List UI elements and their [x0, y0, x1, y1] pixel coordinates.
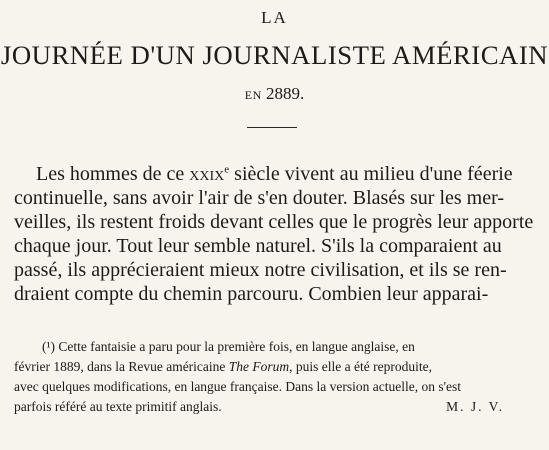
body-line: passé, ils apprécieraient mieux notre civilisation, et ils se ren-	[14, 259, 507, 281]
footnote-text: , puis elle a été reproduite,	[289, 359, 432, 374]
body-line: veilles, ils restent froids devant celles que le progrès leur apporte	[14, 211, 534, 233]
chapter-subtitle	[0, 84, 549, 104]
body-line	[14, 162, 534, 186]
journal-title: The Forum	[228, 359, 290, 374]
footnote-line: (¹) Cette fantaisie a paru pour la première fois, en langue anglaise, en	[42, 339, 415, 354]
footnote-text: parfois référé au texte primitif anglais.	[14, 399, 222, 414]
footnote	[14, 337, 534, 417]
subtitle-prefix: en	[244, 84, 262, 103]
subtitle-year: 2889.	[266, 84, 305, 103]
author-initials: M. J. V.	[446, 399, 504, 414]
body-line: draient compte du chemin parcouru. Combien leur apparai-	[14, 283, 489, 305]
footnote-text: février 1889, dans la Revue américaine	[14, 359, 229, 374]
body-line-text: Les hommes de ce	[36, 163, 190, 185]
title-kicker: LA	[261, 8, 288, 27]
body-paragraph	[14, 162, 534, 306]
title-divider	[247, 127, 297, 128]
body-line: chaque jour. Tout leur semble naturel. S'ils la comparaient au	[14, 235, 502, 257]
chapter-title: JOURNÉE D'UN JOURNALISTE AMÉRICAIN	[0, 40, 549, 70]
footnote-line	[14, 397, 534, 417]
footnote-line: avec quelques modifications, en langue française. Dans la version actuelle, on s'est	[14, 379, 462, 394]
footnote-line	[14, 357, 534, 377]
body-line-text: siècle vivent au milieu d'une féerie	[229, 163, 513, 185]
century-numeral: xxix	[189, 163, 225, 185]
body-line: continuelle, sans avoir l'air de s'en douter. Blasés sur les mer-	[14, 187, 505, 209]
century-superscript: e	[224, 163, 230, 176]
